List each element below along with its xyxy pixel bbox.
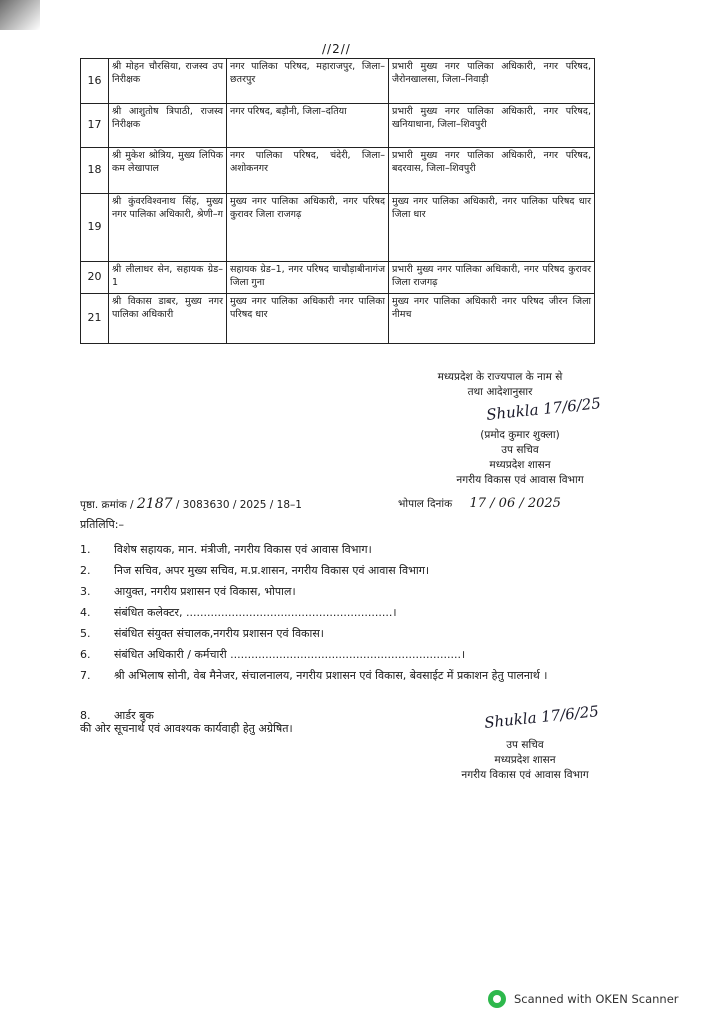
row-current-posting: मुख्य नगर पालिका अधिकारी नगर पालिका परिषद धार — [227, 294, 389, 344]
signatory-designation: उप सचिव — [501, 444, 539, 456]
copy-to-item-text: संबंधित कलेक्टर, ...........................................................। — [114, 606, 397, 619]
scanner-watermark-text: Scanned with OKEN Scanner — [514, 992, 679, 1006]
scanner-watermark — [488, 990, 679, 1008]
signatory2-department: नगरीय विकास एवं आवास विभाग — [461, 769, 589, 781]
copy-to-item-text: विशेष सहायक, मान. मंत्रीजी, नगरीय विकास एवं आवास विभाग। — [114, 543, 372, 556]
signatory-block-2 — [420, 738, 630, 783]
copy-to-item-number: 4. — [80, 606, 91, 619]
copy-to-item-text: संबंधित अधिकारी / कर्मचारी ..................................................................। — [114, 648, 466, 661]
reference-number: पृष्ठा. क्रमांक / 2187 / 3083630 / 2025 / 18–1 — [80, 496, 302, 512]
copy-to-item-text: श्री अभिलाष सोनी, वेब मैनेजर, संचालनालय, नगरीय प्रशासन एवं विकास, बेवसाईट में प्रकाशन हेतु पालनार्थ । — [114, 669, 548, 682]
signature-mark: Shukla 17/6/25 — [485, 394, 602, 424]
row-employee: श्री मोहन चौरसिया, राजस्व उप निरीक्षक — [109, 59, 227, 104]
row-serial: 18 — [81, 148, 109, 194]
reference-date: भोपाल दिनांक 17 / 06 / 2025 — [398, 496, 561, 511]
row-employee: श्री विकास डाबर, मुख्य नगर पालिका अधिकारी — [109, 294, 227, 344]
order-authority — [400, 370, 600, 400]
order-authority-line2: तथा आदेशानुसार — [467, 386, 533, 398]
row-new-posting: मुख्य नगर पालिका अधिकारी, नगर पालिका परिषद धार जिला धार — [389, 194, 595, 262]
table-row — [81, 194, 595, 262]
signature-date-2: 17/6/25 — [540, 702, 600, 726]
page-number: //2// — [322, 42, 351, 56]
copy-to-item-number: 8. — [80, 709, 91, 722]
signature-date: 17/6/25 — [542, 394, 602, 418]
row-serial: 17 — [81, 104, 109, 148]
row-current-posting: सहायक ग्रेड–1, नगर परिषद चाचौड़ाबीनागंज जिला गुना — [227, 262, 389, 294]
signatory-name: (प्रमोद कुमार शुक्ला) — [480, 429, 560, 441]
scanner-logo-icon — [488, 990, 506, 1008]
copy-to-item-number: 7. — [80, 669, 91, 682]
row-employee: श्री कुंवरविश्वनाथ सिंह, मुख्य नगर पालिका अधिकारी, श्रेणी–ग — [109, 194, 227, 262]
copy-to-item-number: 5. — [80, 627, 91, 640]
row-serial: 19 — [81, 194, 109, 262]
row-serial: 21 — [81, 294, 109, 344]
row-new-posting: प्रभारी मुख्य नगर पालिका अधिकारी, नगर परिषद कुरावर जिला राजगढ़ — [389, 262, 595, 294]
table-row — [81, 294, 595, 344]
table-row — [81, 148, 595, 194]
handwritten-number: 2187 — [136, 496, 173, 512]
signatory-department: नगरीय विकास एवं आवास विभाग — [456, 474, 584, 486]
signatory2-government: मध्यप्रदेश शासन — [494, 754, 556, 766]
row-employee: श्री मुकेश श्रोत्रिय, मुख्य लिपिक कम लेखापाल — [109, 148, 227, 194]
copy-to-item-number: 6. — [80, 648, 91, 661]
forward-text: की ओर सूचनार्थ एवं आवश्यक कार्यवाही हेतु अग्रेषित। — [80, 722, 293, 735]
table-row — [81, 59, 595, 104]
row-serial: 20 — [81, 262, 109, 294]
copy-to-item-number: 2. — [80, 564, 91, 577]
copy-to-item-number: 3. — [80, 585, 91, 598]
signatory-block — [420, 428, 620, 488]
copy-to-item-number: 1. — [80, 543, 91, 556]
signature-mark-2: Shukla 17/6/25 — [483, 702, 600, 732]
row-current-posting: नगर पालिका परिषद, चंदेरी, जिला–अशोकनगर — [227, 148, 389, 194]
copy-to-item-text: निज सचिव, अपर मुख्य सचिव, म.प्र.शासन, नगरीय विकास एवं आवास विभाग। — [114, 564, 430, 577]
table-row — [81, 262, 595, 294]
row-employee: श्री आशुतोष त्रिपाठी, राजस्व निरीक्षक — [109, 104, 227, 148]
row-new-posting: मुख्य नगर पालिका अधिकारी नगर परिषद जीरन जिला नीमच — [389, 294, 595, 344]
row-current-posting: मुख्य नगर पालिका अधिकारी, नगर परिषद कुरावर जिला राजगढ़ — [227, 194, 389, 262]
signatory2-designation: उप सचिव — [506, 739, 544, 751]
row-employee: श्री लीलाधर सेन, सहायक ग्रेड–1 — [109, 262, 227, 294]
copy-to-item-text: आयुक्त, नगरीय प्रशासन एवं विकास, भोपाल। — [114, 585, 296, 598]
transfer-table — [80, 58, 595, 344]
row-new-posting: प्रभारी मुख्य नगर पालिका अधिकारी, नगर परिषद, खनियाधाना, जिला–शिवपुरी — [389, 104, 595, 148]
row-new-posting: प्रभारी मुख्य नगर पालिका अधिकारी, नगर परिषद, बदरवास, जिला–शिवपुरी — [389, 148, 595, 194]
table-row — [81, 104, 595, 148]
row-new-posting: प्रभारी मुख्य नगर पालिका अधिकारी, नगर परिषद, जैरोनखालसा, जिला–निवाड़ी — [389, 59, 595, 104]
copy-to-heading: प्रतिलिपि:– — [80, 518, 124, 531]
order-authority-line1: मध्यप्रदेश के राज्यपाल के नाम से — [437, 371, 563, 383]
copy-to-item-text: आर्डर बुक — [114, 709, 154, 722]
scan-edge-shadow — [0, 0, 40, 30]
copy-to-item-text: संबंधित संयुक्त संचालक,नगरीय प्रशासन एवं विकास। — [114, 627, 324, 640]
row-serial: 16 — [81, 59, 109, 104]
signatory-government: मध्यप्रदेश शासन — [489, 459, 551, 471]
row-current-posting: नगर परिषद, बड़ौनी, जिला–दतिया — [227, 104, 389, 148]
row-current-posting: नगर पालिका परिषद, महाराजपुर, जिला–छतरपुर — [227, 59, 389, 104]
